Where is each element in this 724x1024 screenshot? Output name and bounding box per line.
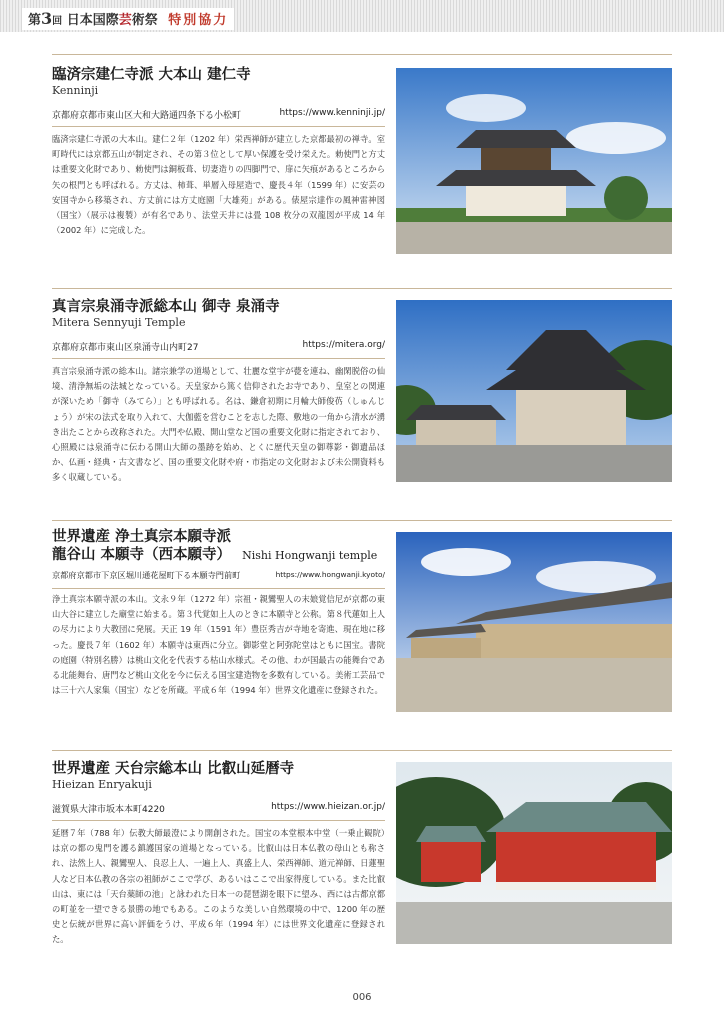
temple-description: 延暦７年（788 年）伝教大師最澄により開創された。国宝の本堂根本中堂（一乗止観院）は京の都の鬼門を護る鎮護国家の道場となっている。比叡山は日本仏教の母山とも称され、法然上人、親鸞聖人、良忍上人、一遍上人、真盛上人、栄西禅師、道元禅師、日蓮聖人など日本仏教の各宗の祖師がここで学び、あるいはここで出家得度している。また比叡山は、東には「天台薬師の池」と詠われた日本一の琵琶湖を眼下に望み、西には古都京都の町並を一望できる景勝の地でもある。このような美しい自然環境の中で、1200 年の歴史と伝統が世界に高い評価をうけ、平成６年（1994 年）には世界文化遺産に登録された。 (52, 828, 385, 945)
temple-english-name: Nishi Hongwanji temple (242, 549, 378, 562)
temple-english-name: Hieizan Enryakuji (52, 778, 152, 791)
temple-description: 臨済宗建仁寺派の大本山。建仁２年（1202 年）栄西禅師が建立した京都最初の禅寺。室町時代には京都五山が制定され、その第３位として厚い保護を受け栄えた。勅使門と方丈は重要文化財であり、勅使門は銅板葺、切妻造りの四脚門で、扉に矢痕があるところから矢の根門とも呼ばれる。方丈は、柿葺、単層入母屋造で、慶長４年（1599 年）に安芸の安国寺から移築され、方丈前には方丈庭園「大雄苑」がある。俵屋宗達作の風神雷神図（国宝）（展示は複製）が有名であり、法堂天井には畳 108 枚分の双龍図が平成 14 年（2002 年）に完成した。 (52, 134, 385, 236)
temple-address-line (52, 108, 385, 121)
temple-section-kenninji (52, 62, 672, 280)
address-rule (52, 358, 385, 359)
temple-address-line (52, 340, 385, 353)
temple-address: 京都府京都市東山区大和大路通四条下る小松町 (52, 111, 242, 121)
header-bar (0, 0, 724, 32)
temple-address: 滋賀県大津市坂本本町4220 (52, 805, 165, 815)
section-divider (52, 520, 672, 521)
edition-number: 3 (41, 9, 53, 28)
temple-url: https://www.hieizan.or.jp/ (271, 802, 385, 812)
temple-photo (396, 300, 672, 482)
temple-section-enryakuji (52, 756, 672, 988)
special-cooperation-label: 特別協力 (168, 13, 229, 28)
festival-tag (22, 8, 234, 30)
address-rule (52, 820, 385, 821)
temple-title-line2 (52, 546, 377, 565)
temple-description: 浄土真宗本願寺派の本山。文永９年（1272 年）宗祖・親鸞聖人の末娘覚信尼が京都の東山大谷に建立した廟堂に始まる。第３代覚如上人のときに本願寺と公称。第８代蓮如上人の尽力により大教団に発展。天正 19 年（1591 年）豊臣秀吉が寺地を寄進、現在地に移った。慶長７年（1602 年）本願寺は東西に分立。御影堂と阿弥陀堂はともに国宝。書院の庭園（特別名勝）は桃山文化を代表する枯山水様式。その他、わが国最古の能舞台である北能舞台、唐門など桃山文化を今に伝える国宝建造物を多数有している。美術工芸品では三十六人家集（国宝）などを所蔵。平成６年（1994 年）世界文化遺産に登録された。 (52, 594, 385, 696)
temple-english-name: Mitera Sennyuji Temple (52, 316, 186, 329)
temple-section-hongwanji (52, 526, 672, 748)
temple-url: https://mitera.org/ (302, 340, 385, 350)
address-rule (52, 126, 385, 127)
temple-photo (396, 68, 672, 254)
temple-address: 京都府京都市東山区泉涌寺山内町27 (52, 343, 199, 353)
edition-prefix: 第 (28, 13, 42, 28)
temple-title-sub: 龍谷山 本願寺（西本願寺） (52, 546, 232, 563)
festival-name-pre: 日本国際 (66, 13, 119, 28)
temple-address-line (52, 570, 385, 581)
temple-address: 京都府京都市下京区堀川通花屋町下る本願寺門前町 (52, 570, 241, 580)
temple-title: 臨済宗建仁寺派 大本山 建仁寺 (52, 66, 251, 83)
temple-url: https://www.hongwanji.kyoto/ (275, 570, 385, 579)
temple-photo (396, 532, 672, 712)
edition-suffix: 回 (52, 16, 63, 27)
temple-address-line (52, 802, 385, 815)
section-divider (52, 288, 672, 289)
temple-photo (396, 762, 672, 944)
temple-title: 真言宗泉涌寺派総本山 御寺 泉涌寺 (52, 298, 280, 315)
temple-description: 真言宗泉涌寺派の総本山。諸宗兼学の道場として、壮麗な堂宇が甍を連ね、幽閑脱俗の仙境、清浄無垢の法城となっている。天皇家から篤く信仰されたお寺であり、皇室との関連が深いため「御寺（みてら）」とも呼ばれる。名は、鎌倉初期に月輪大師俊芿（しゅんじょう）が宋の法式を取り入れて、大伽藍を営むことを志した際、敷地の一角から清水が湧き出たことから改称された。大門や仏殿、開山堂など国の重要文化財に指定されており、心照殿には泉涌寺に伝わる開山大師の墨跡を始め、とくに歴代天皇の御尊影・御遺品ほか、仏画・経典・古文書など、国の重要文化財や府・市指定の文化財および未公開資料も多く収蔵している。 (52, 366, 385, 483)
temple-section-sennyuji (52, 294, 672, 516)
temple-english-name: Kenninji (52, 84, 99, 97)
temple-title: 世界遺産 天台宗総本山 比叡山延暦寺 (52, 760, 295, 777)
festival-name-red: 芸 (118, 13, 132, 28)
page-number: 006 (352, 992, 372, 1003)
address-rule (52, 588, 385, 589)
temple-title: 世界遺産 浄土真宗本願寺派 (52, 528, 232, 545)
section-divider (52, 750, 672, 751)
festival-name-post: 術祭 (131, 13, 158, 28)
section-divider (52, 54, 672, 55)
temple-url: https://www.kenninji.jp/ (279, 108, 385, 118)
